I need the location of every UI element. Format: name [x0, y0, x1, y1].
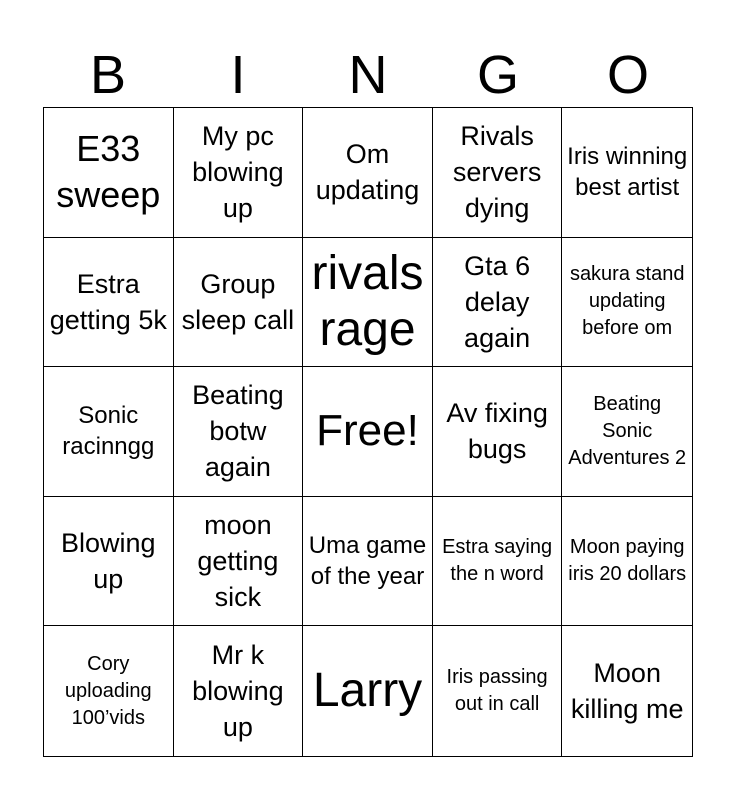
- cell-label: Iris winning best artist: [567, 143, 688, 202]
- bingo-cell-19[interactable]: [433, 497, 563, 627]
- bingo-cell-free[interactable]: [303, 367, 433, 497]
- bingo-cell-10[interactable]: [562, 238, 692, 368]
- bingo-cell-7[interactable]: [174, 238, 304, 368]
- bingo-cell-9[interactable]: [433, 238, 563, 368]
- cell-label: Rivals servers dying: [452, 121, 542, 224]
- bingo-cell-4[interactable]: [433, 108, 563, 238]
- bingo-cell-25[interactable]: [562, 626, 692, 756]
- cell-label: sakura stand updating before om: [569, 263, 685, 340]
- bingo-cell-11[interactable]: [44, 367, 174, 497]
- cell-label: Av fixing bugs: [446, 398, 548, 465]
- bingo-cell-15[interactable]: [562, 367, 692, 497]
- cell-label: Om updating: [315, 139, 420, 206]
- header-letter-b: B: [89, 45, 127, 105]
- bingo-cell-24[interactable]: [433, 626, 563, 756]
- bingo-cell-3[interactable]: [303, 108, 433, 238]
- cell-label: Estra saying the n word: [442, 536, 553, 586]
- bingo-cell-1[interactable]: [44, 108, 174, 238]
- cell-label: Uma game of the year: [308, 532, 427, 591]
- cell-label: Cory uploading 100’vids: [64, 652, 152, 729]
- header-letter-g: G: [476, 45, 519, 105]
- bingo-cell-12[interactable]: [174, 367, 304, 497]
- cell-label: Larry: [312, 664, 423, 718]
- bingo-cell-22[interactable]: [174, 626, 304, 756]
- bingo-cell-18[interactable]: [303, 497, 433, 627]
- cell-label: rivals rage: [311, 246, 424, 356]
- header-letter-n: N: [348, 45, 388, 105]
- cell-label: moon getting sick: [197, 510, 279, 613]
- bingo-cell-14[interactable]: [433, 367, 563, 497]
- bingo-cell-6[interactable]: [44, 238, 174, 368]
- cell-label: E33 sweep: [56, 128, 161, 216]
- cell-label: Group sleep call: [181, 268, 295, 335]
- bingo-cell-2[interactable]: [174, 108, 304, 238]
- header-letter-i: I: [230, 45, 246, 105]
- cell-label: Estra getting 5k: [49, 268, 167, 335]
- bingo-cell-8[interactable]: [303, 238, 433, 368]
- cell-label: Beating Sonic Adventures 2: [568, 392, 687, 469]
- cell-label: Blowing up: [61, 528, 156, 595]
- cell-label: Mr k blowing up: [192, 640, 284, 743]
- bingo-cell-23[interactable]: [303, 626, 433, 756]
- cell-label: Moon paying iris 20 dollars: [568, 536, 687, 586]
- bingo-header: [43, 40, 693, 110]
- bingo-cell-5[interactable]: [562, 108, 692, 238]
- header-letter-o: O: [606, 45, 649, 105]
- cell-label: Sonic racinngg: [62, 402, 155, 461]
- cell-label: Moon killing me: [570, 658, 684, 725]
- bingo-cell-21[interactable]: [44, 626, 174, 756]
- bingo-cell-17[interactable]: [174, 497, 304, 627]
- free-space-label: Free!: [316, 406, 419, 456]
- cell-label: Gta 6 delay again: [464, 250, 531, 353]
- cell-label: My pc blowing up: [192, 121, 284, 224]
- bingo-cell-16[interactable]: [44, 497, 174, 627]
- cell-label: Beating botw again: [192, 380, 284, 483]
- cell-label: Iris passing out in call: [446, 666, 548, 716]
- bingo-card-grid: [43, 107, 693, 757]
- bingo-cell-20[interactable]: [562, 497, 692, 627]
